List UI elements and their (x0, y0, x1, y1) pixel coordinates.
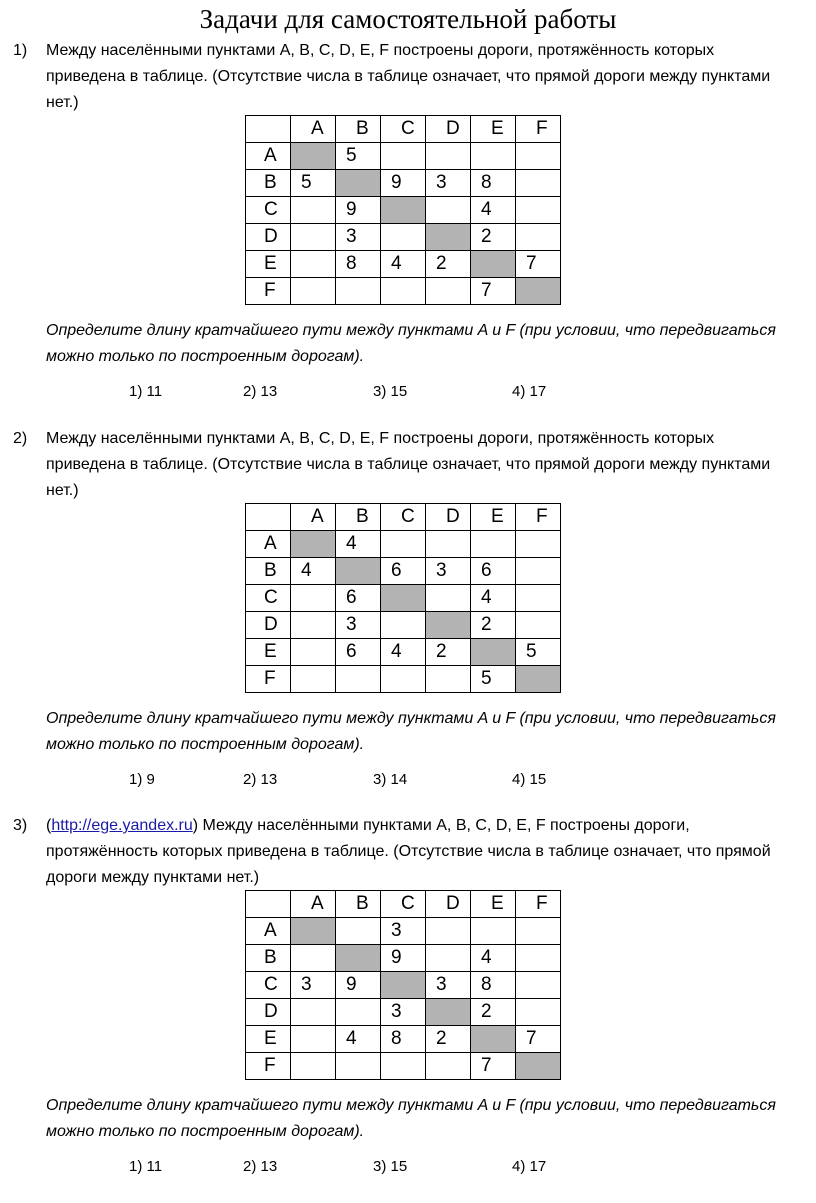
distance-cell: 2 (426, 251, 471, 278)
distance-cell (291, 585, 336, 612)
question-line: можно только по построенным дорогам). (46, 348, 365, 365)
task-number: 1) (13, 42, 28, 59)
column-header: D (426, 504, 471, 531)
distance-cell (381, 531, 426, 558)
distance-cell (291, 251, 336, 278)
page-title: Задачи для самостоятельной работы (199, 4, 617, 34)
row-header: B (246, 558, 291, 585)
table-row (246, 278, 561, 305)
statement-line: протяжённость которых приведена в таблице. (Отсутствие числа в таблице означает, что прямой (46, 843, 771, 860)
answer-option[interactable]: 3) 15 (373, 1158, 408, 1175)
table-header-row (246, 504, 561, 531)
answer-option[interactable]: 1) 9 (129, 771, 155, 788)
diagonal-cell (426, 224, 471, 251)
statement-line: Между населёнными пунктами A, B, C, D, E, F построены дороги, протяжённость которых (46, 42, 715, 59)
distance-cell (381, 612, 426, 639)
table-row (246, 251, 561, 278)
distance-cell (291, 945, 336, 972)
distance-cell (516, 999, 561, 1026)
table-row (246, 143, 561, 170)
table-corner-cell (246, 891, 291, 918)
distance-cell: 4 (381, 639, 426, 666)
distance-cell (291, 1053, 336, 1080)
table-row (246, 1053, 561, 1080)
answer-option[interactable]: 4) 17 (512, 1158, 547, 1175)
task-statement (46, 38, 806, 116)
question-line: можно только по построенным дорогам). (46, 1123, 365, 1140)
distance-cell (516, 531, 561, 558)
distance-cell (516, 612, 561, 639)
distance-cell (426, 918, 471, 945)
distance-cell: 7 (471, 1053, 516, 1080)
question-line: Определите длину кратчайшего пути между пунктами A и F (при условии, что передвигаться (46, 710, 776, 727)
row-header: E (246, 1026, 291, 1053)
table-row (246, 197, 561, 224)
distance-cell: 4 (381, 251, 426, 278)
row-header: D (246, 224, 291, 251)
task-statement (46, 426, 806, 504)
table-row (246, 639, 561, 666)
question-line: можно только по построенным дорогам). (46, 736, 365, 753)
row-header: C (246, 585, 291, 612)
distance-cell: 3 (336, 612, 381, 639)
table-row (246, 531, 561, 558)
distance-cell: 4 (471, 945, 516, 972)
source-link[interactable]: http://ege.yandex.ru (51, 817, 193, 834)
distance-cell (336, 1053, 381, 1080)
row-header: A (246, 143, 291, 170)
distance-cell: 3 (381, 999, 426, 1026)
distance-cell (381, 666, 426, 693)
row-header: E (246, 639, 291, 666)
distance-cell (426, 197, 471, 224)
distance-cell: 3 (336, 224, 381, 251)
distance-cell: 3 (426, 170, 471, 197)
distance-cell: 8 (336, 251, 381, 278)
distance-cell: 4 (336, 531, 381, 558)
diagonal-cell (381, 585, 426, 612)
diagonal-cell (516, 278, 561, 305)
diagonal-cell (336, 170, 381, 197)
distance-cell (291, 224, 336, 251)
distance-cell (516, 197, 561, 224)
distance-cell: 7 (516, 1026, 561, 1053)
distance-table (245, 890, 561, 1080)
distance-cell: 9 (381, 945, 426, 972)
column-header: E (471, 116, 516, 143)
distance-cell (516, 918, 561, 945)
distance-cell (381, 1053, 426, 1080)
diagonal-cell (381, 972, 426, 999)
distance-cell (516, 143, 561, 170)
column-header: B (336, 116, 381, 143)
statement-line: (http://ege.yandex.ru) Между населёнными пунктами A, B, C, D, E, F построены дороги, (46, 817, 690, 834)
row-header: F (246, 1053, 291, 1080)
distance-cell (426, 666, 471, 693)
row-header: B (246, 945, 291, 972)
table-header-row (246, 116, 561, 143)
row-header: F (246, 278, 291, 305)
column-header: A (291, 116, 336, 143)
answer-option[interactable]: 4) 15 (512, 771, 547, 788)
distance-cell (291, 639, 336, 666)
table-row (246, 558, 561, 585)
distance-cell: 2 (471, 224, 516, 251)
answer-option[interactable]: 2) 13 (243, 771, 278, 788)
task-question (46, 706, 806, 758)
distance-cell (291, 999, 336, 1026)
distance-cell: 3 (381, 918, 426, 945)
distance-cell (426, 585, 471, 612)
distance-cell (426, 945, 471, 972)
question-line: Определите длину кратчайшего пути между пунктами A и F (при условии, что передвигаться (46, 1097, 776, 1114)
distance-cell (426, 1053, 471, 1080)
distance-cell: 4 (471, 197, 516, 224)
distance-cell (291, 278, 336, 305)
task-number: 3) (13, 817, 28, 834)
distance-cell (426, 531, 471, 558)
table-corner-cell (246, 504, 291, 531)
distance-cell (381, 224, 426, 251)
column-header: E (471, 504, 516, 531)
table-row (246, 612, 561, 639)
distance-cell (471, 531, 516, 558)
distance-cell: 8 (471, 170, 516, 197)
answer-option[interactable]: 3) 15 (373, 383, 408, 400)
row-header: A (246, 531, 291, 558)
answer-option[interactable]: 3) 14 (373, 771, 408, 788)
column-header: F (516, 116, 561, 143)
distance-cell: 6 (471, 558, 516, 585)
statement-line: Между населёнными пунктами A, B, C, D, E, F построены дороги, протяжённость которых (46, 430, 715, 447)
distance-cell: 4 (471, 585, 516, 612)
answer-option[interactable]: 1) 11 (129, 383, 163, 400)
distance-cell: 5 (471, 666, 516, 693)
distance-cell: 8 (471, 972, 516, 999)
distance-cell (471, 143, 516, 170)
diagonal-cell (336, 558, 381, 585)
diagonal-cell (336, 945, 381, 972)
distance-cell (516, 224, 561, 251)
table-header-row (246, 891, 561, 918)
distance-cell: 2 (426, 639, 471, 666)
distance-cell: 6 (336, 639, 381, 666)
column-header: A (291, 891, 336, 918)
distance-cell: 7 (516, 251, 561, 278)
distance-cell: 6 (336, 585, 381, 612)
question-line: Определите длину кратчайшего пути между пунктами A и F (при условии, что передвигаться (46, 322, 776, 339)
distance-cell (291, 197, 336, 224)
row-header: D (246, 999, 291, 1026)
distance-cell: 5 (516, 639, 561, 666)
column-header: F (516, 504, 561, 531)
column-header: C (381, 891, 426, 918)
diagonal-cell (291, 918, 336, 945)
distance-cell (381, 278, 426, 305)
distance-cell (336, 666, 381, 693)
column-header: E (471, 891, 516, 918)
table-row (246, 945, 561, 972)
diagonal-cell (291, 143, 336, 170)
diagonal-cell (291, 531, 336, 558)
distance-cell: 2 (471, 612, 516, 639)
table-row (246, 999, 561, 1026)
column-header: B (336, 504, 381, 531)
diagonal-cell (426, 612, 471, 639)
diagonal-cell (516, 1053, 561, 1080)
column-header: B (336, 891, 381, 918)
answer-option[interactable]: 1) 11 (129, 1158, 163, 1175)
row-header: E (246, 251, 291, 278)
distance-cell: 5 (291, 170, 336, 197)
distance-cell (516, 170, 561, 197)
row-header: A (246, 918, 291, 945)
diagonal-cell (516, 666, 561, 693)
table-row (246, 224, 561, 251)
row-header: C (246, 197, 291, 224)
column-header: D (426, 891, 471, 918)
distance-cell (336, 278, 381, 305)
table-row (246, 1026, 561, 1053)
task-number: 2) (13, 430, 28, 447)
table-row (246, 972, 561, 999)
distance-cell (516, 585, 561, 612)
distance-cell: 2 (471, 999, 516, 1026)
task-statement (46, 813, 806, 891)
column-header: C (381, 504, 426, 531)
answer-option[interactable]: 2) 13 (243, 1158, 278, 1175)
distance-cell (516, 972, 561, 999)
table-corner-cell (246, 116, 291, 143)
distance-cell (381, 143, 426, 170)
diagonal-cell (471, 639, 516, 666)
distance-cell (426, 278, 471, 305)
distance-cell: 8 (381, 1026, 426, 1053)
distance-cell: 9 (336, 197, 381, 224)
table-row (246, 585, 561, 612)
distance-cell (291, 612, 336, 639)
row-header: D (246, 612, 291, 639)
answer-option[interactable]: 4) 17 (512, 383, 547, 400)
statement-line: нет.) (46, 94, 79, 111)
diagonal-cell (471, 1026, 516, 1053)
distance-cell: 3 (291, 972, 336, 999)
diagonal-cell (381, 197, 426, 224)
table-row (246, 918, 561, 945)
distance-cell: 9 (336, 972, 381, 999)
distance-table (245, 503, 561, 693)
statement-line: приведена в таблице. (Отсутствие числа в таблице означает, что прямой дороги между пунктами (46, 68, 771, 85)
distance-cell (471, 918, 516, 945)
row-header: F (246, 666, 291, 693)
column-header: A (291, 504, 336, 531)
column-header: D (426, 116, 471, 143)
answer-option[interactable]: 2) 13 (243, 383, 278, 400)
distance-cell: 6 (381, 558, 426, 585)
distance-cell: 3 (426, 972, 471, 999)
statement-line: нет.) (46, 482, 79, 499)
row-header: C (246, 972, 291, 999)
statement-text: Между населёнными пунктами A, B, C, D, E, F построены дороги, (198, 817, 690, 834)
distance-cell: 9 (381, 170, 426, 197)
distance-cell: 2 (426, 1026, 471, 1053)
distance-cell (516, 558, 561, 585)
table-row (246, 170, 561, 197)
task-question (46, 318, 806, 370)
distance-cell (291, 666, 336, 693)
distance-cell (336, 918, 381, 945)
diagonal-cell (426, 999, 471, 1026)
distance-cell (516, 945, 561, 972)
task-question (46, 1093, 806, 1145)
diagonal-cell (471, 251, 516, 278)
distance-cell (426, 143, 471, 170)
distance-table (245, 115, 561, 305)
distance-cell: 4 (336, 1026, 381, 1053)
distance-cell: 3 (426, 558, 471, 585)
row-header: B (246, 170, 291, 197)
distance-cell: 4 (291, 558, 336, 585)
distance-cell: 7 (471, 278, 516, 305)
distance-cell: 5 (336, 143, 381, 170)
column-header: F (516, 891, 561, 918)
statement-line: дороги между пунктами нет.) (46, 869, 260, 886)
distance-cell (291, 1026, 336, 1053)
table-row (246, 666, 561, 693)
statement-line: приведена в таблице. (Отсутствие числа в таблице означает, что прямой дороги между пунктами (46, 456, 771, 473)
distance-cell (336, 999, 381, 1026)
column-header: C (381, 116, 426, 143)
